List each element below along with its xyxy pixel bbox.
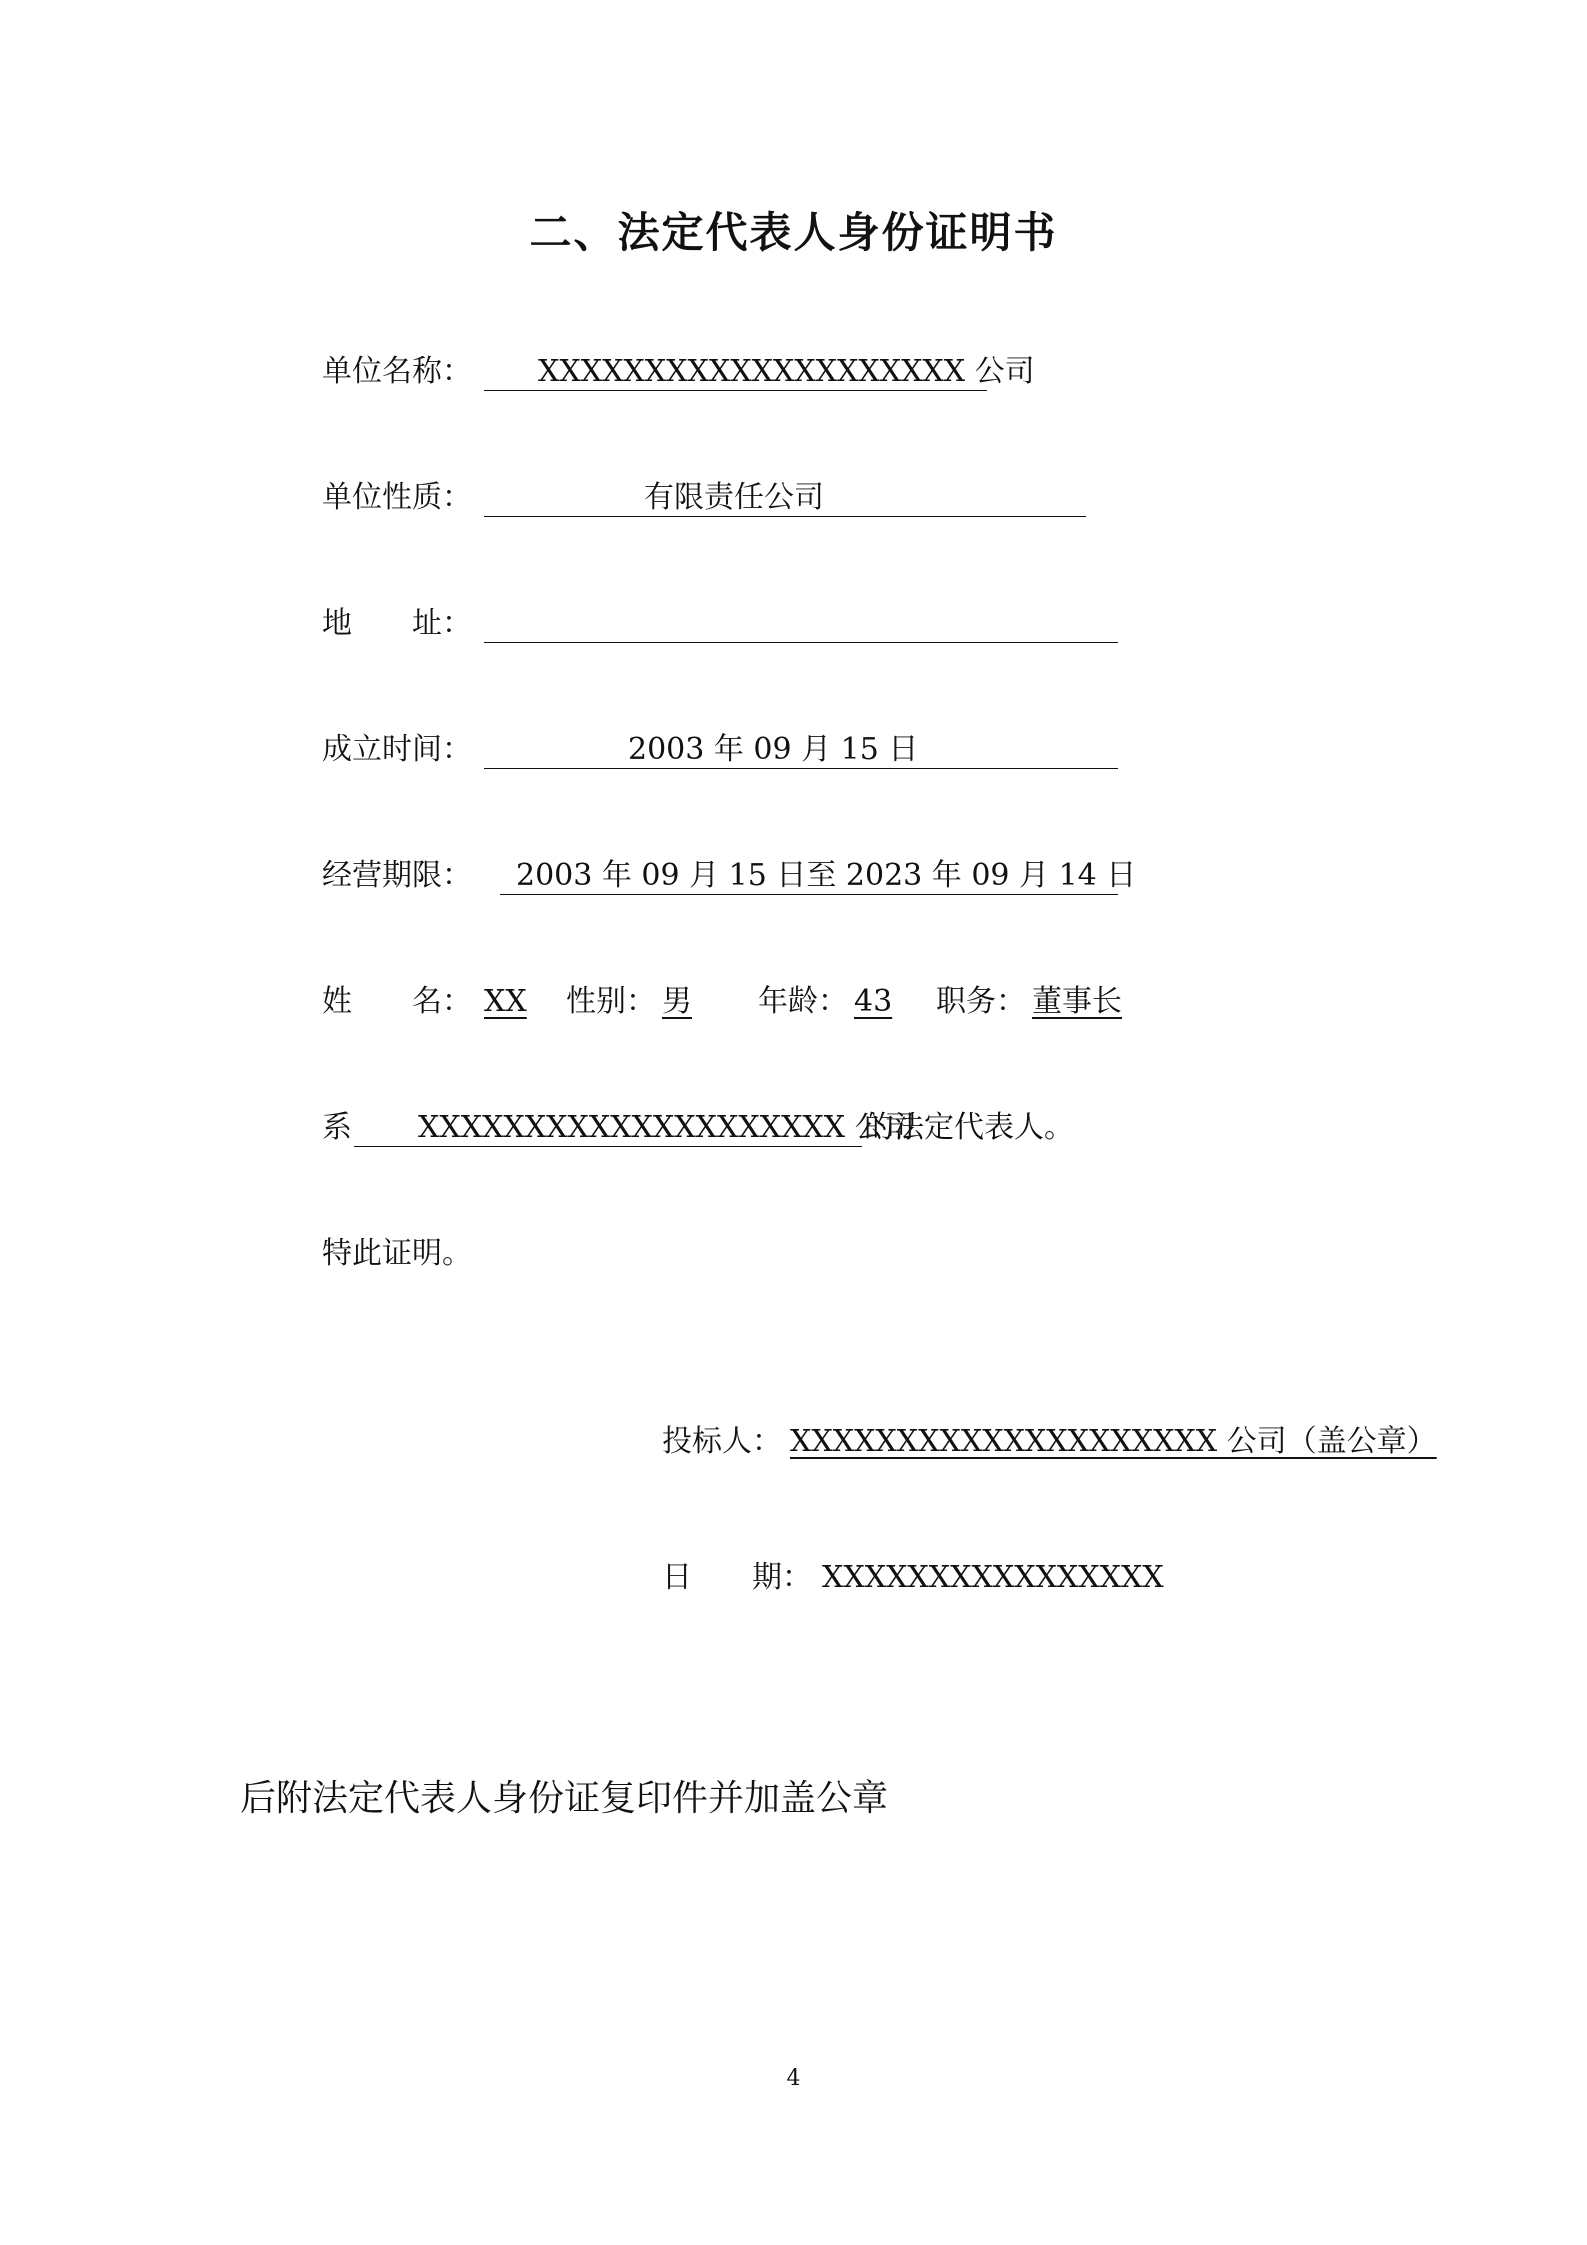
unit-nature-value: 有限责任公司 bbox=[644, 480, 824, 515]
position-label: 职务： bbox=[936, 984, 1026, 1019]
bidder-row bbox=[662, 1420, 1437, 1464]
statement-row bbox=[322, 1106, 1222, 1150]
page-number: 4 bbox=[786, 2066, 801, 2091]
name-label: 姓 名： bbox=[322, 984, 472, 1019]
established-row bbox=[322, 728, 1122, 772]
bidder-label: 投标人： bbox=[662, 1424, 782, 1459]
statement-suffix: 的法定代表人。 bbox=[864, 1110, 1074, 1145]
date-row bbox=[662, 1556, 1422, 1600]
name-value: XX bbox=[484, 984, 527, 1019]
unit-nature-label: 单位性质： bbox=[322, 480, 472, 515]
date-value: XXXXXXXXXXXXXXXX bbox=[822, 1560, 1164, 1595]
established-value: 2003 年 09 月 15 日 bbox=[628, 732, 919, 767]
established-line bbox=[484, 728, 1118, 769]
unit-name-row bbox=[322, 350, 1035, 394]
unit-name-line bbox=[484, 350, 1035, 391]
unit-name-label: 单位名称： bbox=[322, 354, 472, 389]
established-label: 成立时间： bbox=[322, 732, 472, 767]
gender-value: 男 bbox=[662, 984, 692, 1019]
address-line bbox=[484, 602, 1118, 643]
date-label: 日 期： bbox=[662, 1560, 812, 1595]
unit-name-value: XXXXXXXXXXXXXXXXXXXX 公司 bbox=[538, 354, 1035, 389]
unit-nature-row bbox=[322, 476, 1122, 520]
address-label: 地 址： bbox=[322, 606, 472, 641]
statement-company: XXXXXXXXXXXXXXXXXXXX 公司 bbox=[418, 1110, 915, 1145]
statement-line bbox=[354, 1106, 915, 1147]
gender-label: 性别： bbox=[566, 984, 656, 1019]
person-row bbox=[322, 980, 1222, 1024]
address-row bbox=[322, 602, 1122, 646]
term-value: 2003 年 09 月 15 日至 2023 年 09 月 14 日 bbox=[516, 858, 1137, 893]
age-value: 43 bbox=[854, 984, 893, 1019]
age-label: 年龄： bbox=[758, 984, 848, 1019]
statement-prefix: 系 bbox=[322, 1110, 352, 1145]
unit-nature-line bbox=[484, 476, 1086, 517]
term-label: 经营期限： bbox=[322, 858, 472, 893]
position-value: 董事长 bbox=[1032, 984, 1122, 1019]
document-title: 二、法定代表人身份证明书 bbox=[529, 208, 1058, 257]
term-row bbox=[322, 854, 1137, 898]
certify-row bbox=[322, 1232, 722, 1276]
term-line bbox=[500, 854, 1137, 895]
certify-text: 特此证明。 bbox=[322, 1236, 472, 1271]
attachment-note: 后附法定代表人身份证复印件并加盖公章 bbox=[240, 1778, 889, 1819]
bidder-value: XXXXXXXXXXXXXXXXXXXX 公司（盖公章） bbox=[790, 1424, 1437, 1459]
